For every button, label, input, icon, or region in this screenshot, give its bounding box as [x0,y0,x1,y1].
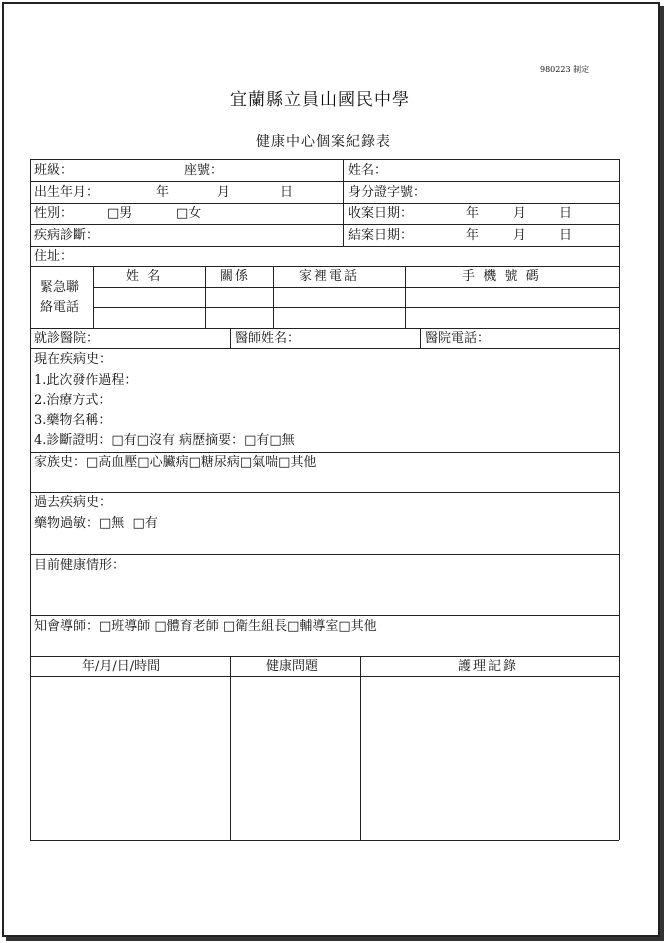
family-history-row[interactable]: 家族史：□高血壓□心臟病□糖尿病□氣喘□其他 [34,455,317,470]
history-item-treatment: 2.治療方式： [34,393,112,408]
row-divider [30,656,619,657]
contact-name-header: 姓 名 [126,269,161,284]
column-divider [205,266,206,328]
past-history-label: 過去疾病史： [34,495,113,510]
row-divider [30,203,619,204]
table-left-border [30,159,31,840]
address-label: 住址： [34,249,74,264]
column-divider [360,656,361,840]
birth-month: 月 [217,185,231,200]
birth-day: 日 [280,185,294,200]
row-divider [30,676,619,677]
form-page [2,2,660,937]
drug-allergy-row[interactable]: 藥物過敏：□無 □有 [34,516,158,531]
intake-day: 日 [559,206,573,221]
contact-relation-header: 關係 [220,269,251,284]
row-divider [30,328,619,329]
table-bottom-border [30,840,619,841]
row-divider [30,348,619,349]
diagnosis-label: 疾病診斷： [34,228,100,243]
gender-male-checkbox[interactable]: □男 [107,206,133,221]
notify-teachers-row[interactable]: 知會導師：□班導師 □體育老師 □衛生組長□輔導室□其他 [34,619,377,634]
column-divider [405,266,406,328]
row-divider [30,266,619,267]
contact-home-phone-header: 家裡電話 [299,269,360,284]
row-divider [30,615,619,616]
contact-mobile-header: 手 機 號 碼 [462,269,539,284]
seat-label: 座號： [184,163,224,178]
row-divider [30,224,619,225]
history-item-medication: 3.藥物名稱： [34,413,112,428]
intake-date-label: 收案日期： [348,206,414,221]
column-divider [230,328,231,348]
column-divider [343,159,344,246]
table-right-border [619,159,620,840]
doctor-name-label: 醫師姓名： [235,331,301,346]
row-divider [30,452,619,453]
gender-label: 性別： [34,206,74,221]
close-date-label: 結案日期： [348,228,414,243]
name-label: 姓名： [348,163,388,178]
log-nursing-record-header: 護理記錄 [458,659,519,674]
emergency-label-line2: 絡電話 [40,300,80,315]
intake-month: 月 [513,206,527,221]
hospital-phone-label: 醫院電話： [425,331,491,346]
history-item-onset: 1.此次發作過程： [34,373,138,388]
column-divider [420,328,421,348]
gender-female-checkbox[interactable]: □女 [176,206,202,221]
column-divider [230,656,231,840]
column-divider [273,266,274,328]
row-divider [93,287,619,288]
hospital-label: 就診醫院： [34,331,100,346]
intake-year: 年 [466,206,480,221]
table-top-border [30,159,619,160]
form-title: 健康中心個案紀錄表 [256,134,391,150]
close-year: 年 [466,228,480,243]
class-label: 班級： [34,163,74,178]
emergency-label-line1: 緊急聯 [40,280,80,295]
row-divider [30,246,619,247]
row-divider [93,307,619,308]
log-health-issue-header: 健康問題 [266,659,319,674]
history-item-certificate[interactable]: 4.診斷證明：□有□沒有 病歷摘要：□有□無 [34,433,295,448]
birth-year: 年 [156,185,170,200]
current-health-label: 目前健康情形： [34,558,126,573]
document-code: 980223 制定 [540,65,590,74]
close-day: 日 [559,228,573,243]
row-divider [30,492,619,493]
id-number-label: 身分證字號： [348,185,427,200]
row-divider [30,554,619,555]
birth-label: 出生年月： [34,185,100,200]
column-divider [93,266,94,328]
current-history-label: 現在疾病史： [34,352,113,367]
row-divider [30,181,619,182]
school-title: 宜蘭縣立員山國民中學 [230,90,410,110]
close-month: 月 [513,228,527,243]
log-datetime-header: 年/月/日/時間 [82,659,161,674]
